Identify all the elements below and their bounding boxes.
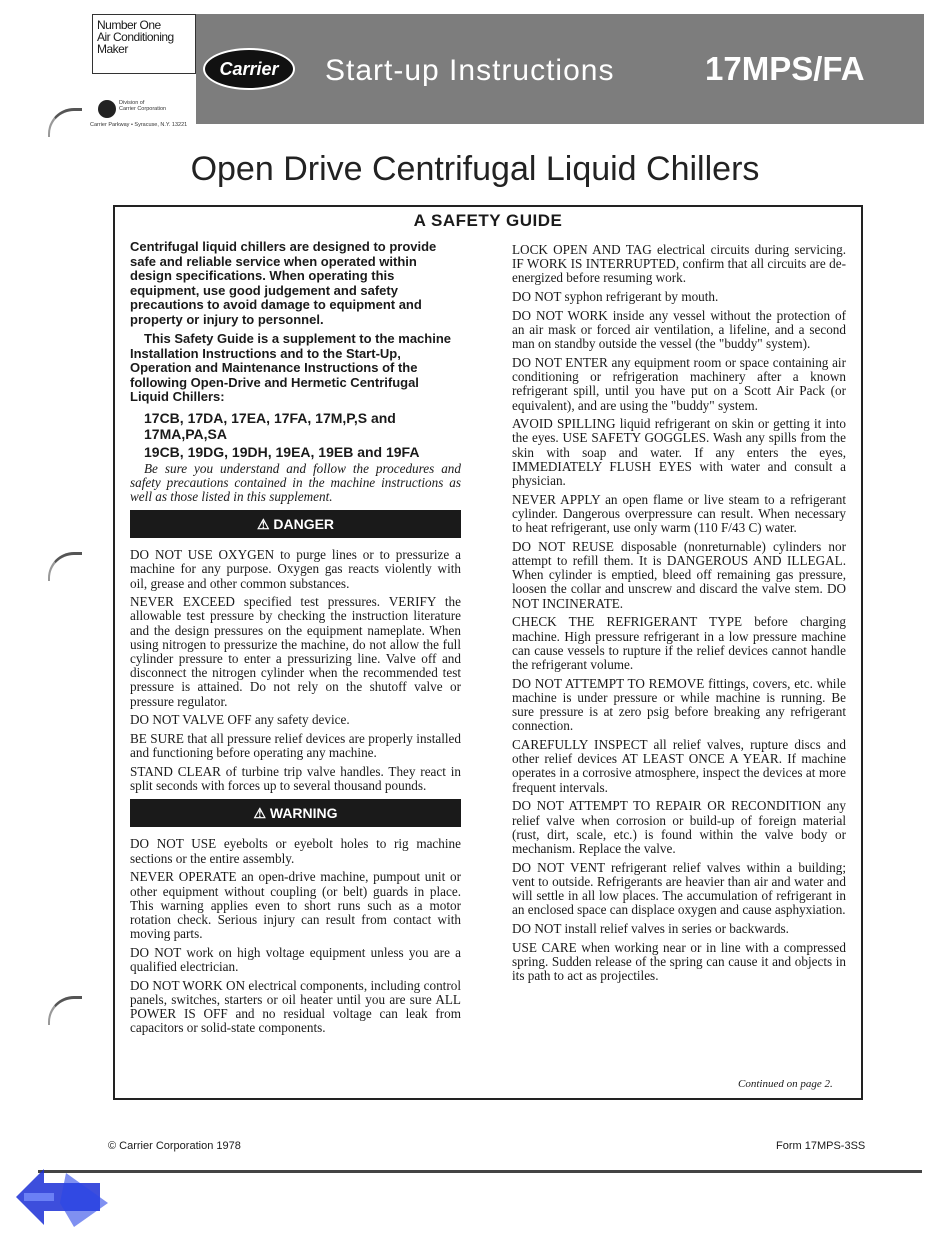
safety-item: USE CARE when working near or in line with a compressed spring. Sudden release of the spring can cause it and objects in its path to act as projectiles. bbox=[512, 939, 846, 984]
warning-item: DO NOT work on high voltage equipment unless you are a qualified electrician. bbox=[130, 944, 461, 975]
warning-item: DO NOT USE eyebolts or eyebolt holes to rig machine sections or the entire assembly. bbox=[130, 836, 461, 866]
form-number: Form 17MPS-3SS bbox=[776, 1140, 866, 1152]
warning-item: NEVER OPERATE an open-drive machine, pumpout unit or other equipment without coupling (or belt) guards in place. This warning applies even to short runs such as a motor rotation check. Serious injury can result from contact with moving parts. bbox=[130, 869, 461, 942]
danger-item: NEVER EXCEED specified test pressures. VERIFY the allowable test pressure by checking the instruction literature and the design pressures on the equipment nameplate. When using nitrogen to pressurize the machine, do not allow the full cylinder pressure to enter a pressurizing line. Valve off and disconnect the nitrogen cylinder when the recommended test pressure is attained. Do not rely on the shutoff valve or pressure regulator. bbox=[130, 594, 461, 709]
models-line-2: 19CB, 19DG, 19DH, 19EA, 19EB and 19FA bbox=[144, 443, 420, 460]
address: Carrier Parkway • Syracuse, N.Y. 13221 bbox=[90, 122, 188, 128]
right-column bbox=[512, 243, 846, 988]
safety-item: CHECK THE REFRIGERANT TYPE before charging machine. High pressure refrigerant in a low pressure machine can cause vessels to rupture if the relief devices cannot handle the refrigerant volume. bbox=[512, 614, 846, 672]
division-line-1: Division of bbox=[119, 100, 145, 106]
warning-item: DO NOT WORK ON electrical components, including control panels, switches, starters or oil heater until you are sure ALL POWER IS OFF and no residual voltage can leak from capacitors or solid-state components. bbox=[130, 977, 461, 1036]
safety-item: DO NOT WORK inside any vessel without the protection of an air mask or forced air ventilation, a lifeline, and a second man on standby outside the vessel (the "buddy" system). bbox=[512, 307, 846, 352]
tagline-line-1: Number One bbox=[97, 18, 161, 32]
binder-hole-mark bbox=[48, 108, 82, 137]
footer-rule bbox=[38, 1170, 922, 1173]
intro-paragraph-2: This Safety Guide is a supplement to the machine Installation Instructions and to the Start-Up, Operation and Maintenance Instructions of the following Open-Drive and Hermetic Centrifugal Liquid Chillers: bbox=[130, 331, 452, 405]
intro-paragraph-1: Centrifugal liquid chillers are designed to provide safe and reliable service when operated within design specifications. When operating this equipment, use good judgement and safety precautions to avoid damage to equipment and property or injury to personnel. bbox=[130, 239, 437, 327]
intro-note: Be sure you understand and follow the procedures and safety precautions contained in the machine instructions as well as those listed in this supplement. bbox=[130, 460, 461, 504]
safety-item: DO NOT install relief valves in series or backwards. bbox=[512, 920, 789, 936]
safety-item: DO NOT ATTEMPT TO REMOVE fittings, covers, etc. while machine is under pressure or while machine is running. Be sure pressure is at zero psig before breaking any refrigerant connection. bbox=[512, 675, 846, 734]
safety-item: DO NOT syphon refrigerant by mouth. bbox=[512, 289, 719, 305]
tagline-line-3: Maker bbox=[97, 42, 128, 56]
page-title: Open Drive Centrifugal Liquid Chillers bbox=[190, 150, 760, 188]
warning-list bbox=[130, 837, 461, 1035]
safety-item: CAREFULLY INSPECT all relief valves, rupture discs and other relief devices AT LEAST ONCE A YEAR. If machine operates in a corrosive atmosphere, inspect the devices at more frequent intervals. bbox=[512, 737, 846, 795]
continued-note: Continued on page 2. bbox=[738, 1078, 833, 1090]
copyright: © Carrier Corporation 1978 bbox=[108, 1140, 241, 1152]
carrier-logo: Carrier bbox=[203, 48, 295, 90]
danger-item: BE SURE that all pressure relief devices are properly installed and functioning before operating any machine. bbox=[130, 731, 461, 761]
binder-hole-mark bbox=[48, 552, 82, 581]
danger-banner: ⚠ DANGER bbox=[130, 510, 461, 538]
document-type: Start-up Instructions bbox=[325, 54, 615, 87]
safety-item: DO NOT REUSE disposable (nonreturnable) cylinders nor attempt to refill them. It is DANGEROUS AND ILLEGAL. When cylinder is emptied, bleed off remaining gas pressure, loosen the collar and unscrew and discard the valve stem. DO NOT INCINERATE. bbox=[512, 538, 846, 611]
tagline-box bbox=[92, 14, 196, 74]
intro-block bbox=[130, 240, 461, 405]
danger-list bbox=[130, 548, 461, 793]
model-number: 17MPS/FA bbox=[705, 50, 865, 87]
back-arrow-icon[interactable] bbox=[14, 1163, 110, 1231]
safety-item: DO NOT ENTER any equipment room or space containing air conditioning or refrigeration machinery after a known refrigerant spill, until you have put on a Scott Air Pack (or equivalent), and are using the "buddy" system. bbox=[512, 354, 846, 413]
safety-item: LOCK OPEN AND TAG electrical circuits during servicing. IF WORK IS INTERRUPTED, confirm that all circuits are de-energized before resuming work. bbox=[512, 242, 846, 286]
danger-item: DO NOT USE OXYGEN to purge lines or to pressurize a machine for any purpose. Oxygen gas reacts violently with oil, grease and other common substances. bbox=[130, 547, 461, 591]
tagline-line-2: Air Conditioning bbox=[97, 30, 174, 44]
division-line-2: Carrier Corporation bbox=[119, 106, 167, 112]
division-text bbox=[119, 100, 166, 112]
warning-banner: ⚠ WARNING bbox=[130, 799, 461, 827]
binder-hole-mark bbox=[48, 996, 82, 1025]
safety-guide-heading: A SAFETY GUIDE bbox=[413, 211, 563, 230]
safety-item: DO NOT VENT refrigerant relief valves within a building; vent to outside. Refrigerants are heavier than air and water and will settle in all low places. The accumulation of refrigerant in an enclosed space can displace oxygen and cause asphyxiation. bbox=[512, 859, 846, 918]
safety-item: NEVER APPLY an open flame or live steam to a refrigerant cylinder. Dangerous overpressure can result. When necessary to heat refrigerant, use only warm (110 F/43 C) water. bbox=[512, 491, 846, 536]
division-emblem-icon bbox=[98, 100, 116, 118]
left-column bbox=[130, 240, 461, 1040]
safety-item: AVOID SPILLING liquid refrigerant on skin or getting it into the eyes. USE SAFETY GOGGLES. Wash any spills from the skin with soap and water. If any enters the eyes, IMMEDIATELY FLUSH EYES with water and consult a physician. bbox=[512, 416, 846, 489]
danger-item: STAND CLEAR of turbine trip valve handles. They react in split seconds with forces up to several thousand pounds. bbox=[130, 763, 461, 794]
danger-item: DO NOT VALVE OFF any safety device. bbox=[130, 712, 350, 728]
models-line-1: 17CB, 17DA, 17EA, 17FA, 17M,P,S and 17MA,PA,SA bbox=[144, 409, 396, 442]
safety-item: DO NOT ATTEMPT TO REPAIR OR RECONDITION any relief valve when corrosion or build-up of foreign material (rust, dirt, scale, etc.) is found within the valve body or mechanism. Replace the valve. bbox=[512, 798, 846, 856]
